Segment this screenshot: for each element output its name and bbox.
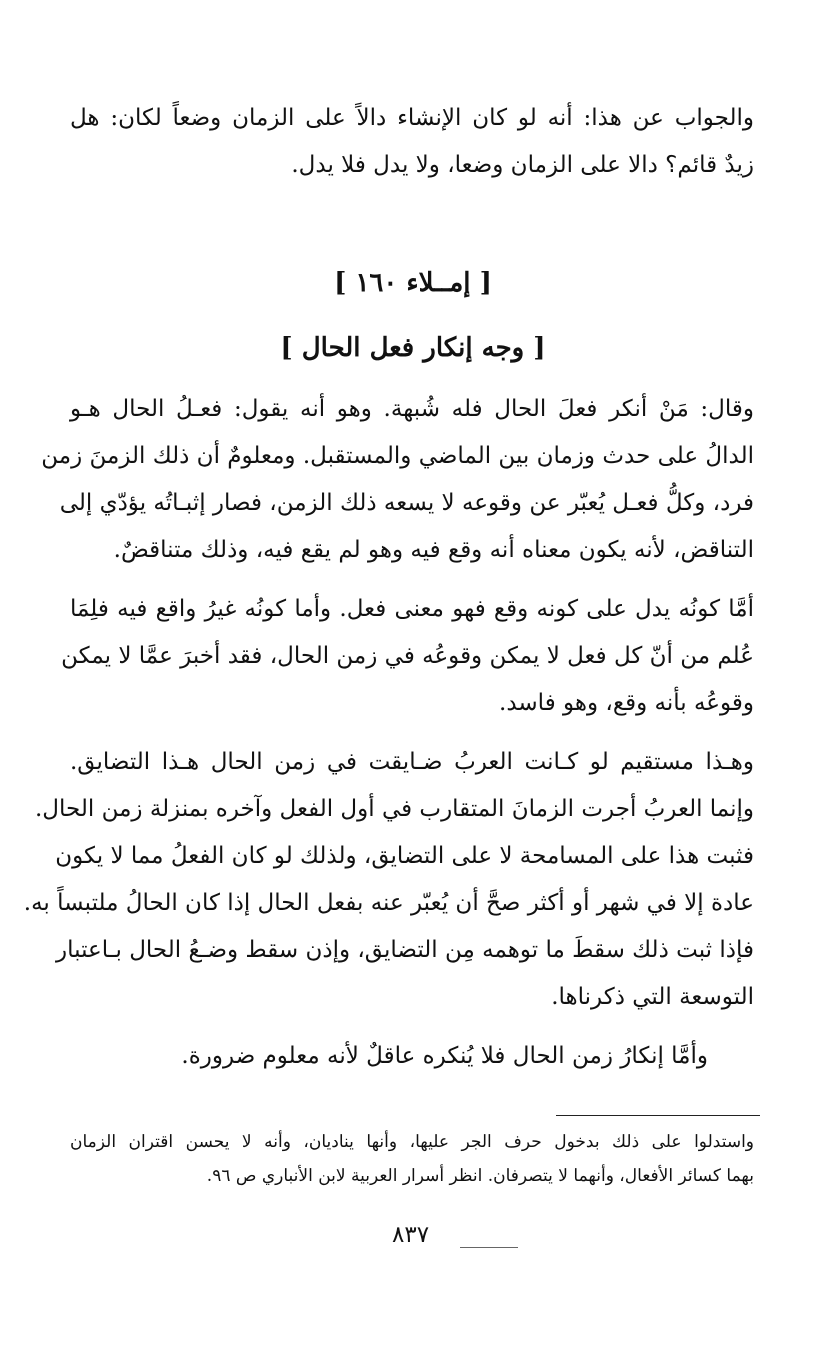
text-line: فرد، وكلُّ فعـل يُعبّر عن وقوعه لا يسعه ذلك الزمن، فصار إثبـاتُه يؤدّي إلى [59, 490, 754, 516]
text-line: وقال: مَنْ أنكر فعلَ الحال فله شُبهة. وهو أنه يقول: فعـلُ الحال هـو [70, 396, 754, 422]
page-number-dash [460, 1247, 518, 1248]
footnote-line: واستدلوا على ذلك بدخول حرف الجر عليها، وأنها يناديان، وأنه لا يحسن اقتران الزمان [70, 1132, 754, 1152]
text-line: وقوعُه بأنه وقع، وهو فاسد. [499, 690, 754, 716]
page-number: ٨٣٧ [392, 1222, 430, 1248]
text-line: الدالُ على حدث وزمان بين الماضي والمستقبل. ومعلومٌ أن ذلك الزمنَ زمن [41, 443, 754, 469]
text-line: التناقض، لأنه يكون معناه أنه وقع فيه وهو لم يقع فيه، وذلك متناقضٌ. [113, 537, 754, 563]
text-line: وأمَّا إنكارُ زمن الحال فلا يُنكره عاقلٌ لأنه معلوم ضرورة. [181, 1043, 708, 1069]
text-line: التوسعة التي ذكرناها. [551, 984, 754, 1010]
text-line: عُلم من أنّ كل فعل لا يمكن وقوعُه في زمن الحال، فقد أخبرَ عمَّا لا يمكن [61, 643, 754, 669]
text-line: أمَّا كونُه يدل على كونه وقع فهو معنى فعل. وأما كونُه غيرُ واقع فيه فلِمَا [70, 596, 754, 622]
footnote-separator [556, 1115, 760, 1116]
text-line: وهـذا مستقيم لو كـانت العربُ ضـايقت في زمن الحال هـذا التضايق. [70, 749, 754, 775]
text-line: وإنما العربُ أجرت الزمانَ المتقارب في أول الفعل وآخره بمنزلة زمن الحال. [34, 796, 754, 822]
text-line: زيدٌ قائم؟ دالا على الزمان وضعا، ولا يدل فلا يدل. [291, 152, 754, 178]
section-number-heading: [ إمــلاء ١٦٠ ] [334, 268, 492, 298]
footnote-line: بهما كسائر الأفعال، وأنهما لا يتصرفان. انظر أسرار العربية لابن الأنباري ص ٩٦. [206, 1166, 754, 1186]
text-line: والجواب عن هذا: أنه لو كان الإنشاء دالاً على الزمان وضعاً لكان: هل [70, 105, 754, 131]
section-title-heading: [ وجه إنكار فعل الحال ] [280, 333, 546, 363]
text-line: عادة إلا في شهر أو أكثر صحَّ أن يُعبّر عنه بفعل الحال إذا كان الحالُ ملتبساً به. [23, 890, 754, 916]
text-line: فثبت هذا على المسامحة لا على التضايق، ولذلك لو كان الفعلُ مما لا يكون [55, 843, 754, 869]
text-line: فإذا ثبت ذلك سقطَ ما توهمه مِن التضايق، وإذن سقط وضـعُ الحال بـاعتبار [56, 937, 754, 963]
